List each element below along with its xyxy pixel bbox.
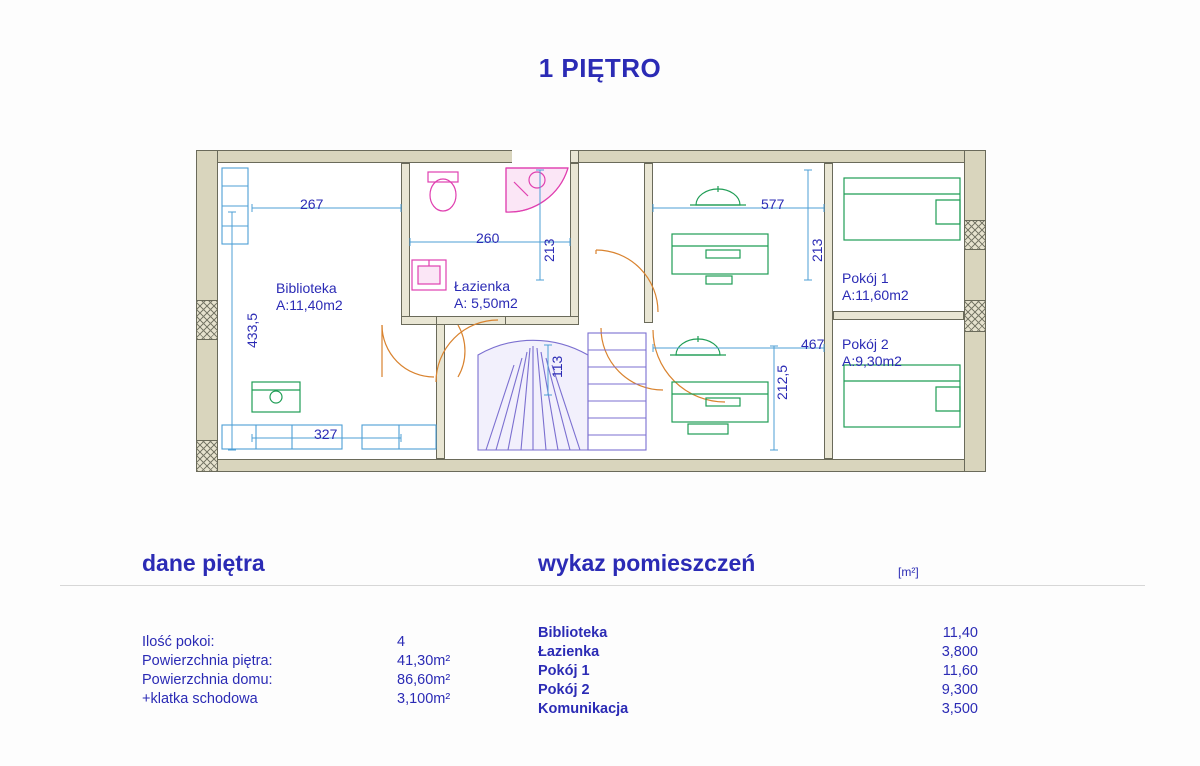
room-list-label: Pokój 1 — [538, 663, 590, 679]
dim-lazienka-width: 260 — [476, 230, 500, 246]
room-list-label: Pokój 2 — [538, 682, 590, 698]
table-row — [142, 671, 517, 690]
dim-lazienka-height: 213 — [541, 238, 557, 262]
dim-biblioteka-bottom: 327 — [314, 426, 338, 442]
floor-data-label: Powierzchnia domu: — [142, 672, 273, 688]
table-row — [538, 643, 978, 662]
floor-data-table — [142, 633, 517, 709]
room-name-pokoj2: Pokój 2 — [842, 336, 889, 352]
floor-data-label: Powierzchnia piętra: — [142, 653, 273, 669]
room-label-pokoj2 — [842, 336, 902, 370]
room-list-value: 3,800 — [941, 644, 978, 660]
room-list-value: 3,500 — [941, 701, 978, 717]
dim-stairs-width: 113 — [549, 355, 565, 378]
room-list-label: Komunikacja — [538, 701, 629, 717]
table-row — [538, 624, 978, 643]
dim-pokoj1-height: 213 — [809, 238, 825, 262]
rooms-list-heading: wykaz pomieszczeń — [538, 550, 756, 576]
floor-data-label: Ilość pokoi: — [142, 634, 215, 650]
floor-plan-drawing — [196, 150, 986, 472]
room-area-biblioteka: A:11,40m2 — [276, 297, 343, 313]
table-row — [142, 633, 517, 652]
floor-data-value: 4 — [397, 634, 406, 650]
room-list-value: 9,300 — [941, 682, 978, 698]
rooms-list-table — [538, 624, 978, 719]
table-row — [538, 662, 978, 681]
dim-pokoj2-width: 467 — [801, 336, 825, 352]
floor-data-value: 3,100m² — [397, 691, 451, 707]
table-row — [538, 681, 978, 700]
table-row — [538, 700, 978, 719]
room-label-biblioteka — [276, 280, 343, 314]
room-label-lazienka — [454, 278, 518, 312]
dim-biblioteka-left: 433,5 — [244, 312, 260, 348]
divider — [60, 585, 1145, 586]
room-label-pokoj1 — [842, 270, 909, 304]
room-list-value: 11,60 — [942, 663, 978, 679]
room-area-pokoj2: A:9,30m2 — [842, 353, 902, 369]
room-area-lazienka: A: 5,50m2 — [454, 295, 518, 311]
floor-data-label: +klatka schodowa — [142, 691, 258, 707]
room-list-value: 11,40 — [942, 625, 978, 641]
dim-pokoj1-width: 577 — [761, 196, 785, 212]
page-title: 1 PIĘTRO — [538, 53, 662, 83]
room-list-label: Łazienka — [538, 644, 600, 660]
table-row — [142, 652, 517, 671]
room-name-lazienka: Łazienka — [454, 278, 511, 294]
table-row — [142, 690, 517, 709]
dim-biblioteka-top: 267 — [300, 196, 324, 212]
floor-data-value: 41,30m² — [397, 653, 451, 669]
floor-data-value: 86,60m² — [397, 672, 451, 688]
room-list-label: Biblioteka — [538, 625, 608, 641]
room-name-biblioteka: Biblioteka — [276, 280, 337, 296]
floor-data-heading: dane piętra — [142, 550, 265, 576]
room-area-pokoj1: A:11,60m2 — [842, 287, 909, 303]
room-name-pokoj1: Pokój 1 — [842, 270, 889, 286]
rooms-list-units: [m²] — [898, 565, 919, 579]
dim-pokoj2-height: 212,5 — [774, 364, 790, 400]
